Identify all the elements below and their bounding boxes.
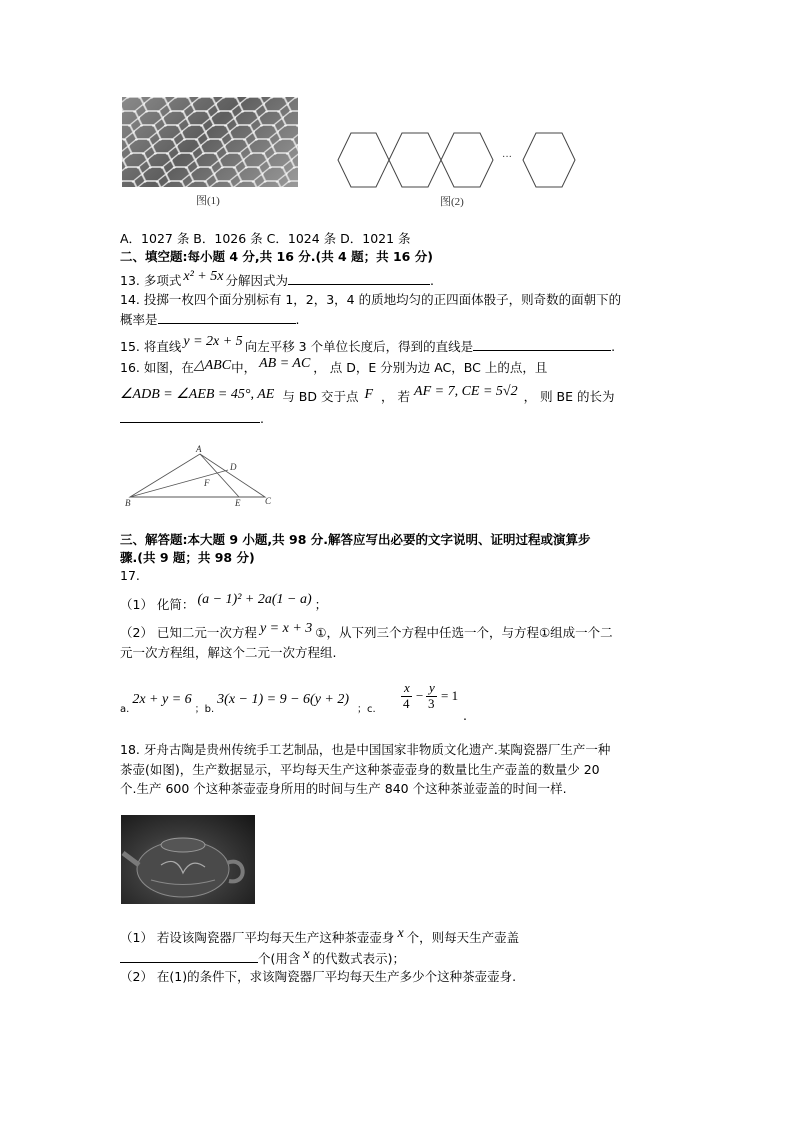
q13-pre: 13. 多项式 (120, 273, 182, 288)
q17-part1-end: ； (314, 597, 328, 612)
q18-line1: 18. 牙舟古陶是贵州传统手工艺制品，也是中国国家非物质文化遗产.某陶瓷器厂生产一种 (120, 742, 611, 757)
q18-part1-line2-x: x (303, 947, 310, 962)
q17-part2-label: （2） 已知二元一次方程 (120, 625, 257, 640)
q14-line1: 14. 投掷一枚四个面分别标有 1，2，3，4 的质地均匀的正四面体骰子，则奇数的面朝下的 (120, 292, 622, 307)
question-17-part1 (120, 592, 328, 614)
q16-mid: 中， (231, 360, 257, 375)
q14-line2: 概率是 (120, 312, 158, 327)
hexagon-3 (441, 133, 493, 187)
label-c: C (265, 496, 272, 506)
label-b: B (125, 498, 131, 508)
q17-part2-expression: y = x + 3 (259, 621, 313, 636)
segment-bd (130, 470, 228, 497)
hexagon-chain-diagram (336, 131, 578, 189)
question-18-part1 (120, 926, 520, 947)
q17-part2-line2: 元一次方程组，解这个二元一次方程组. (120, 645, 337, 660)
q17-option-a: 2x + y = 6 (132, 692, 192, 707)
q16-ask: ， 则 BE 的长为 (523, 389, 615, 404)
q17-part1-expression: (a − 1)² + 2a(1 − a) (197, 592, 312, 607)
q16-pre: 16. 如图，在 (120, 360, 194, 375)
q15-answer-blank[interactable] (473, 338, 611, 351)
q15-expression: y = 2x + 5 (183, 334, 243, 349)
triangle-figure (120, 442, 280, 508)
q16-triangle: △ABC (193, 358, 232, 373)
q17-option-a-label: a. (120, 704, 130, 715)
q18-part1-x: x (397, 926, 404, 941)
section3-heading-line2: 骤.(共 9 题；共 98 分) (120, 550, 255, 565)
q17-option-b-label: ；b. (194, 704, 215, 715)
q17-number: 17. (120, 568, 140, 583)
question-16-line2 (120, 384, 615, 406)
q16-angles: ∠ADB = ∠AEB = 45°, AE (120, 387, 275, 402)
q17-option-c-den2: 3 (428, 696, 435, 711)
q13-post: 分解因式为 (225, 273, 288, 288)
graphene-photo (122, 97, 298, 187)
q15-pre: 15. 将直线 (120, 339, 182, 354)
question-16-line1 (120, 356, 548, 377)
q16-equality: AB = AC (259, 356, 311, 371)
q17-option-c-num1: x (404, 680, 410, 695)
q13-answer-blank[interactable] (288, 272, 430, 285)
question-13: 13. 多项式 x² + 5x 分解因式为 . (120, 269, 434, 288)
question-17-part2 (120, 621, 613, 642)
q18-line2: 茶壶(如图)，生产数据显示，平均每天生产这种茶壶壶身的数量比生产壶盖的数量少 20 (120, 762, 600, 777)
q17-option-c-num2: y (429, 680, 435, 695)
q16-point-f: F (364, 387, 374, 402)
question-18-part1-line2 (120, 947, 405, 968)
figure2-caption: 图(2) (440, 196, 464, 208)
q17-option-b: 3(x − 1) = 9 − 6(y + 2) (217, 692, 350, 707)
section3-heading-line1: 三、解答题:本大题 9 小题,共 98 分.解答应写出必要的文字说明、证明过程或演算步 (120, 532, 591, 547)
label-f: F (204, 478, 210, 488)
ellipsis-label: ··· (502, 152, 512, 163)
q17-part2-rest: ①，从下列三个方程中任选一个，与方程①组成一个二 (315, 625, 613, 640)
figure1-caption: 图(1) (196, 195, 220, 207)
q17-option-c-den1: 4 (403, 696, 410, 711)
q14-answer-blank[interactable] (158, 311, 296, 324)
q18-part1: （1） 若设该陶瓷器厂平均每天生产这种茶壶壶身 (120, 930, 395, 945)
question-17-options (120, 692, 376, 718)
label-d: D (230, 462, 237, 472)
q16-with: 与 BD 交于点 (282, 389, 359, 404)
q16-values: AF = 7, CE = 5√2 (414, 384, 518, 399)
q18-part1-end: 个，则每天生产壶盖 (406, 930, 520, 945)
q13-expression: x² + 5x (183, 269, 224, 284)
q16-condition: ， 点 D，E 分别为边 AC，BC 上的点，且 (313, 360, 548, 375)
q12-options: A．1027 条 B．1026 条 C．1024 条 D．1021 条 (120, 231, 411, 246)
hexagon-4 (523, 133, 575, 187)
teapot-photo (121, 815, 255, 904)
triangle-abc (130, 454, 265, 497)
label-a: A (196, 444, 202, 454)
section2-heading: 二、填空题:每小题 4 分,共 16 分.(共 4 题；共 16 分) (120, 249, 433, 264)
q17-options-end: . (463, 708, 467, 723)
teapot-image (121, 815, 255, 904)
hexagon-lattice-image (122, 97, 298, 187)
question-16-line3: . (120, 410, 264, 427)
q18-line3: 个.生产 600 个这种茶壶壶身所用的时间与生产 840 个这种茶並壶盖的时间一样. (120, 781, 567, 796)
q17-option-c (401, 680, 471, 714)
q18-part1-line2: 个(用含 (258, 951, 301, 966)
q17-option-c-rhs: = 1 (441, 688, 459, 703)
q18-answer-blank[interactable] (120, 950, 258, 963)
q18-part2: （2） 在(1)的条件下，求该陶瓷器厂平均每天生产多少个这种茶壶壶身. (120, 969, 517, 984)
label-e: E (235, 498, 241, 508)
hexagon-2 (389, 133, 441, 187)
q17-option-c-minus: − (416, 688, 424, 703)
question-15: 15. 将直线 y = 2x + 5 向左平移 3 个单位长度后，得到的直线是 . (120, 334, 616, 354)
q16-if: ， 若 (381, 389, 411, 404)
q17-part1-label: （1） 化简： (120, 597, 195, 612)
question-14-line2: 概率是 . (120, 312, 300, 327)
q18-part1-line2-end: 的代数式表示)； (312, 951, 405, 966)
q17-option-c-label: ；c. (357, 704, 376, 715)
q16-answer-blank[interactable] (120, 410, 260, 423)
hexagon-1 (338, 133, 389, 187)
q15-post: 向左平移 3 个单位长度后，得到的直线是 (244, 339, 474, 354)
